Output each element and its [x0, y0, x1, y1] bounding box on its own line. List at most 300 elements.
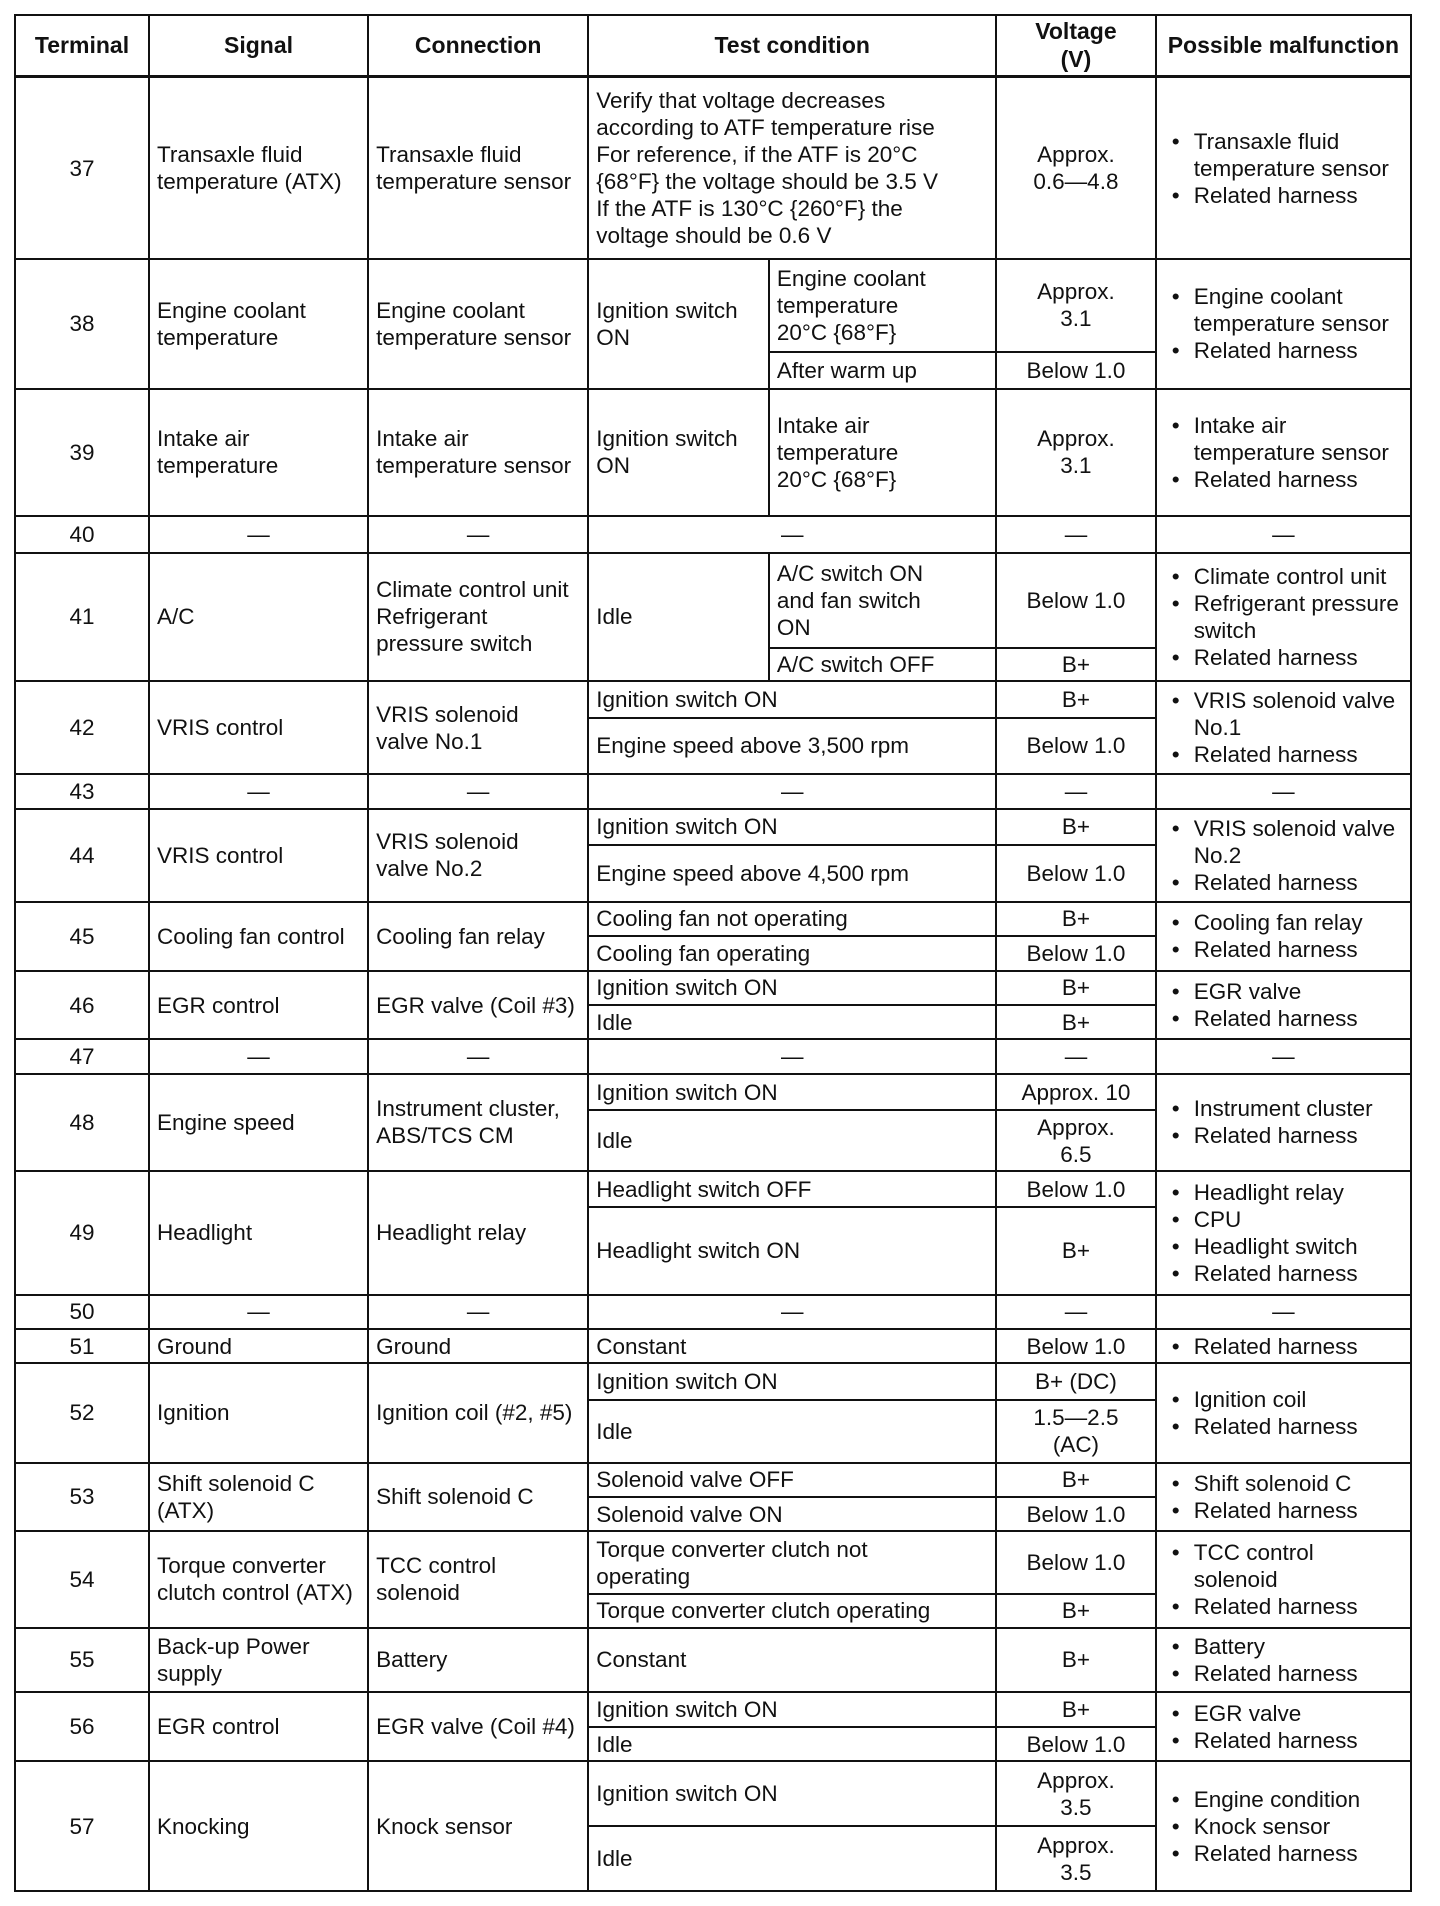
terminal-cell: 41: [15, 553, 149, 682]
connection-cell: Shift solenoid C: [368, 1463, 588, 1532]
table-row: [15, 1628, 1411, 1693]
malfunction-cell: [1156, 1171, 1411, 1295]
header-voltage-line2: (V): [1060, 45, 1092, 72]
malfunction-cell: [1156, 77, 1411, 259]
table-row: [15, 389, 1411, 517]
signal-cell: [149, 389, 368, 517]
malfunction-item: • Related harness: [1164, 1122, 1403, 1149]
terminal-cell: 39: [15, 389, 149, 517]
voltage-cell: [996, 1110, 1156, 1171]
signal-cell: EGR control: [149, 971, 368, 1040]
text-line: TCC control: [376, 1553, 497, 1579]
table-row: [15, 774, 1411, 808]
condition-cell: Engine speed above 3,500 rpm: [588, 718, 996, 775]
text-line: voltage should be 0.6 V: [596, 223, 832, 249]
text-line: Intake air: [776, 412, 870, 438]
malfunction-item: • Ignition coil: [1164, 1386, 1403, 1413]
terminal-cell: 43: [15, 774, 149, 808]
malfunction-cell: [1156, 902, 1411, 971]
voltage-cell: B+: [996, 1463, 1156, 1497]
text-line: ON: [596, 453, 631, 479]
text-line: and fan switch: [776, 587, 921, 613]
text-line: Ignition switch: [596, 297, 738, 323]
malfunction-cell: [1156, 1531, 1411, 1627]
text-line: 20°C {68°F}: [776, 319, 897, 345]
table-row: [15, 1363, 1411, 1399]
voltage-cell: Below 1.0: [996, 1727, 1156, 1761]
malfunction-list: [1164, 1386, 1403, 1440]
text-line: A/C switch ON: [776, 560, 924, 586]
text-line: If the ATF is 130°C {260°F} the: [596, 196, 903, 222]
malfunction-item: • Related harness: [1164, 936, 1403, 963]
voltage-cell: Approx. 10: [996, 1074, 1156, 1110]
text-line: solenoid: [376, 1580, 460, 1606]
malfunction-item: • Climate control unit: [1164, 563, 1403, 590]
terminal-cell: 51: [15, 1329, 149, 1363]
connection-cell: —: [368, 1295, 588, 1329]
terminal-cell: 52: [15, 1363, 149, 1462]
malfunction-item: • Knock sensor: [1164, 1813, 1403, 1840]
terminal-cell: 44: [15, 809, 149, 902]
malfunction-cell: [1156, 1329, 1411, 1363]
voltage-cell: —: [996, 1295, 1156, 1329]
malfunction-item: • Intake air temperature sensor: [1164, 412, 1403, 466]
malfunction-list: [1164, 909, 1403, 963]
text-line: Approx.: [1037, 1767, 1115, 1793]
text-line: Torque converter: [157, 1553, 326, 1579]
text-line: temperature sensor: [376, 324, 572, 350]
table-row: [15, 259, 1411, 352]
table-row: [15, 1074, 1411, 1110]
signal-cell: Headlight: [149, 1171, 368, 1295]
signal-cell: A/C: [149, 553, 368, 682]
header-malfunction: Possible malfunction: [1156, 15, 1411, 77]
text-line: temperature sensor: [376, 169, 572, 195]
malfunction-cell: —: [1156, 516, 1411, 552]
condition-cell: Ignition switch ON: [588, 1692, 996, 1726]
voltage-cell: [996, 1400, 1156, 1463]
condition-cell: Ignition switch ON: [588, 809, 996, 845]
text-line: 3.1: [1060, 453, 1092, 479]
sub-condition-cell: [769, 259, 996, 352]
connection-cell: [368, 77, 588, 259]
malfunction-cell: —: [1156, 1039, 1411, 1073]
condition-cell: Idle: [588, 1826, 996, 1891]
condition-cell: —: [588, 774, 996, 808]
signal-cell: [149, 1463, 368, 1532]
malfunction-cell: —: [1156, 1295, 1411, 1329]
malfunction-item: • Related harness: [1164, 1497, 1403, 1524]
malfunction-cell: [1156, 1363, 1411, 1462]
malfunction-list: [1164, 687, 1403, 768]
text-line: valve No.1: [376, 728, 483, 754]
connection-cell: [368, 1074, 588, 1171]
text-line: Torque converter clutch not: [596, 1536, 868, 1562]
signal-cell: —: [149, 1039, 368, 1073]
malfunction-item: • VRIS solenoid valve No.2: [1164, 815, 1403, 869]
malfunction-item: • Related harness: [1164, 337, 1403, 364]
malfunction-item: • EGR valve: [1164, 1700, 1403, 1727]
text-line: Verify that voltage decreases: [596, 88, 886, 114]
text-line: 3.5: [1060, 1794, 1092, 1820]
connection-cell: —: [368, 516, 588, 552]
text-line: Shift solenoid C: [157, 1470, 315, 1496]
text-line: 0.6—4.8: [1033, 169, 1119, 195]
signal-cell: Ignition: [149, 1363, 368, 1462]
voltage-cell: —: [996, 1039, 1156, 1073]
voltage-cell: Below 1.0: [996, 1497, 1156, 1531]
malfunction-item: • Related harness: [1164, 1005, 1403, 1032]
text-line: Intake air: [376, 426, 469, 452]
text-line: Approx.: [1037, 1832, 1115, 1858]
voltage-cell: Below 1.0: [996, 845, 1156, 902]
terminal-cell: 56: [15, 1692, 149, 1761]
condition-cell: Ignition switch ON: [588, 1363, 996, 1399]
text-line: Refrigerant: [376, 604, 488, 630]
connection-cell: [368, 681, 588, 774]
malfunction-item: • Related harness: [1164, 1840, 1403, 1867]
malfunction-item: • Engine coolant temperature sensor: [1164, 283, 1403, 337]
terminal-cell: 38: [15, 259, 149, 389]
condition-cell: Ignition switch ON: [588, 1074, 996, 1110]
malfunction-cell: —: [1156, 774, 1411, 808]
connection-cell: Ground: [368, 1329, 588, 1363]
signal-cell: [149, 1628, 368, 1693]
signal-cell: —: [149, 1295, 368, 1329]
connection-cell: Knock sensor: [368, 1761, 588, 1891]
connection-cell: [368, 259, 588, 389]
terminal-cell: 42: [15, 681, 149, 774]
sub-condition-cell: After warm up: [769, 352, 996, 388]
condition-cell: —: [588, 1295, 996, 1329]
voltage-cell: B+: [996, 902, 1156, 936]
signal-cell: VRIS control: [149, 681, 368, 774]
text-line: 1.5—2.5: [1033, 1405, 1119, 1431]
malfunction-cell: [1156, 1692, 1411, 1761]
malfunction-item: • Related harness: [1164, 741, 1403, 768]
text-line: Transaxle fluid: [157, 142, 303, 168]
text-line: temperature: [157, 324, 279, 350]
text-line: clutch control (ATX): [157, 1580, 353, 1606]
voltage-cell: Below 1.0: [996, 352, 1156, 388]
text-line: 3.5: [1060, 1859, 1092, 1885]
malfunction-item: • Related harness: [1164, 1333, 1403, 1360]
connection-cell: —: [368, 774, 588, 808]
table-row: [15, 971, 1411, 1005]
text-line: temperature: [776, 292, 899, 318]
malfunction-item: • Headlight switch: [1164, 1233, 1403, 1260]
malfunction-item: • TCC control solenoid: [1164, 1539, 1403, 1593]
terminal-cell: 55: [15, 1628, 149, 1693]
malfunction-item: • Related harness: [1164, 1660, 1403, 1687]
text-line: ON: [776, 614, 811, 640]
terminal-cell: 57: [15, 1761, 149, 1891]
condition-cell: Headlight switch ON: [588, 1207, 996, 1294]
malfunction-list: [1164, 1786, 1403, 1867]
text-line: For reference, if the ATF is 20°C: [596, 142, 918, 168]
signal-cell: [149, 1531, 368, 1627]
text-line: temperature sensor: [376, 453, 572, 479]
malfunction-cell: [1156, 971, 1411, 1040]
voltage-cell: Below 1.0: [996, 1329, 1156, 1363]
voltage-cell: B+: [996, 1692, 1156, 1726]
table-row: [15, 809, 1411, 845]
header-voltage-line1: Voltage: [1035, 18, 1117, 44]
malfunction-item: • Related harness: [1164, 466, 1403, 493]
malfunction-item: • Headlight relay: [1164, 1179, 1403, 1206]
malfunction-item: • Related harness: [1164, 1593, 1403, 1620]
voltage-cell: Below 1.0: [996, 936, 1156, 970]
text-line: temperature (ATX): [157, 169, 342, 195]
voltage-cell: [996, 77, 1156, 259]
malfunction-item: • Related harness: [1164, 1413, 1403, 1440]
text-line: Approx.: [1037, 426, 1115, 452]
table-row: [15, 1463, 1411, 1497]
text-line: 20°C {68°F}: [776, 466, 897, 492]
voltage-cell: Below 1.0: [996, 1171, 1156, 1207]
condition-cell: Idle: [588, 553, 769, 682]
table-row: [15, 1039, 1411, 1073]
table-row: [15, 1295, 1411, 1329]
malfunction-list: [1164, 978, 1403, 1032]
text-line: temperature: [776, 439, 899, 465]
table-row: [15, 681, 1411, 717]
voltage-cell: B+ (DC): [996, 1363, 1156, 1399]
malfunction-item: • Engine condition: [1164, 1786, 1403, 1813]
condition-cell: Idle: [588, 1400, 996, 1463]
terminal-cell: 53: [15, 1463, 149, 1532]
malfunction-item: • Refrigerant pressure switch: [1164, 590, 1403, 644]
connection-cell: Ignition coil (#2, #5): [368, 1363, 588, 1462]
malfunction-item: • Transaxle fluid temperature sensor: [1164, 128, 1403, 182]
malfunction-list: [1164, 1179, 1403, 1287]
connection-cell: Battery: [368, 1628, 588, 1693]
text-line: supply: [157, 1660, 223, 1686]
malfunction-item: • Related harness: [1164, 1260, 1403, 1287]
table-row: [15, 1692, 1411, 1726]
voltage-cell: [996, 1761, 1156, 1826]
voltage-cell: B+: [996, 681, 1156, 717]
text-line: Climate control unit: [376, 577, 569, 603]
malfunction-item: • Related harness: [1164, 869, 1403, 896]
signal-cell: —: [149, 774, 368, 808]
table-row: [15, 1531, 1411, 1594]
malfunction-cell: [1156, 553, 1411, 682]
condition-cell: Solenoid valve ON: [588, 1497, 996, 1531]
text-line: (AC): [1052, 1432, 1100, 1458]
malfunction-list: [1164, 128, 1403, 209]
table-row: [15, 77, 1411, 259]
connection-cell: EGR valve (Coil #4): [368, 1692, 588, 1761]
malfunction-cell: [1156, 389, 1411, 517]
malfunction-list: [1164, 1470, 1403, 1524]
text-line: Intake air: [157, 426, 250, 452]
connection-cell: EGR valve (Coil #3): [368, 971, 588, 1040]
terminal-voltage-table: [14, 14, 1412, 1892]
malfunction-item: • EGR valve: [1164, 978, 1403, 1005]
voltage-cell: [996, 389, 1156, 517]
malfunction-cell: [1156, 259, 1411, 389]
voltage-cell: B+: [996, 1594, 1156, 1627]
text-line: ABS/TCS CM: [376, 1123, 514, 1149]
connection-cell: [368, 1531, 588, 1627]
condition-cell: [588, 259, 769, 389]
condition-cell: Cooling fan not operating: [588, 902, 996, 936]
voltage-cell: B+: [996, 1207, 1156, 1294]
text-line: 6.5: [1060, 1141, 1092, 1167]
connection-cell: —: [368, 1039, 588, 1073]
connection-cell: [368, 553, 588, 682]
voltage-cell: Below 1.0: [996, 718, 1156, 775]
header-voltage: [996, 15, 1156, 77]
signal-cell: EGR control: [149, 1692, 368, 1761]
table-row: [15, 1171, 1411, 1207]
text-line: Transaxle fluid: [376, 142, 522, 168]
condition-cell: Solenoid valve OFF: [588, 1463, 996, 1497]
text-line: Engine coolant: [776, 265, 926, 291]
terminal-cell: 47: [15, 1039, 149, 1073]
table-row: [15, 1761, 1411, 1826]
condition-cell: Idle: [588, 1005, 996, 1039]
header-terminal: Terminal: [15, 15, 149, 77]
condition-cell: —: [588, 516, 996, 552]
terminal-cell: 50: [15, 1295, 149, 1329]
signal-cell: Engine speed: [149, 1074, 368, 1171]
connection-cell: Headlight relay: [368, 1171, 588, 1295]
signal-cell: Knocking: [149, 1761, 368, 1891]
malfunction-item: • Battery: [1164, 1633, 1403, 1660]
malfunction-cell: [1156, 1463, 1411, 1532]
voltage-cell: B+: [996, 809, 1156, 845]
text-line: Back-up Power: [157, 1633, 310, 1659]
text-line: Approx.: [1037, 142, 1115, 168]
malfunction-item: • Shift solenoid C: [1164, 1470, 1403, 1497]
header-connection: Connection: [368, 15, 588, 77]
condition-cell: Engine speed above 4,500 rpm: [588, 845, 996, 902]
text-line: Engine coolant: [376, 297, 525, 323]
malfunction-cell: [1156, 1074, 1411, 1171]
signal-cell: Cooling fan control: [149, 902, 368, 971]
condition-cell: Headlight switch OFF: [588, 1171, 996, 1207]
malfunction-item: • CPU: [1164, 1206, 1403, 1233]
signal-cell: VRIS control: [149, 809, 368, 902]
condition-cell: Ignition switch ON: [588, 971, 996, 1005]
text-line: valve No.2: [376, 856, 483, 882]
text-line: Instrument cluster,: [376, 1096, 560, 1122]
table-row: [15, 1329, 1411, 1363]
terminal-cell: 49: [15, 1171, 149, 1295]
text-line: VRIS solenoid: [376, 829, 519, 855]
header-signal: Signal: [149, 15, 368, 77]
malfunction-list: [1164, 283, 1403, 364]
malfunction-list: [1164, 412, 1403, 493]
text-line: VRIS solenoid: [376, 701, 519, 727]
header-row: [15, 15, 1411, 77]
text-line: {68°F} the voltage should be 3.5 V: [596, 169, 939, 195]
signal-cell: [149, 77, 368, 259]
connection-cell: [368, 389, 588, 517]
text-line: Approx.: [1037, 1114, 1115, 1140]
voltage-cell: B+: [996, 648, 1156, 681]
malfunction-item: • Related harness: [1164, 644, 1403, 671]
signal-cell: Ground: [149, 1329, 368, 1363]
condition-cell: Idle: [588, 1727, 996, 1761]
table-row: [15, 553, 1411, 648]
sub-condition-cell: [769, 389, 996, 517]
connection-cell: [368, 809, 588, 902]
malfunction-cell: [1156, 1761, 1411, 1891]
signal-cell: [149, 259, 368, 389]
condition-cell: [588, 1531, 996, 1594]
table-row: [15, 516, 1411, 552]
malfunction-list: [1164, 563, 1403, 671]
condition-cell: Ignition switch ON: [588, 1761, 996, 1826]
text-line: operating: [596, 1563, 691, 1589]
header-test-condition: Test condition: [588, 15, 996, 77]
malfunction-item: • Related harness: [1164, 182, 1403, 209]
voltage-cell: —: [996, 516, 1156, 552]
condition-cell: [588, 389, 769, 517]
malfunction-cell: [1156, 809, 1411, 902]
voltage-cell: Below 1.0: [996, 1531, 1156, 1594]
text-line: pressure switch: [376, 631, 533, 657]
malfunction-list: [1164, 1333, 1403, 1360]
table-row: [15, 902, 1411, 936]
terminal-cell: 54: [15, 1531, 149, 1627]
condition-cell: Constant: [588, 1329, 996, 1363]
condition-cell: [588, 77, 996, 259]
malfunction-item: • Cooling fan relay: [1164, 909, 1403, 936]
condition-cell: —: [588, 1039, 996, 1073]
text-line: 3.1: [1060, 306, 1092, 332]
text-line: temperature: [157, 453, 279, 479]
condition-cell: Ignition switch ON: [588, 681, 996, 717]
signal-cell: —: [149, 516, 368, 552]
malfunction-item: • Instrument cluster: [1164, 1095, 1403, 1122]
condition-cell: Cooling fan operating: [588, 936, 996, 970]
malfunction-list: [1164, 1095, 1403, 1149]
connection-cell: Cooling fan relay: [368, 902, 588, 971]
terminal-cell: 46: [15, 971, 149, 1040]
condition-cell: Constant: [588, 1628, 996, 1693]
text-line: Approx.: [1037, 279, 1115, 305]
sub-condition-cell: [769, 553, 996, 648]
terminal-cell: 37: [15, 77, 149, 259]
malfunction-cell: [1156, 1628, 1411, 1693]
text-line: (ATX): [157, 1497, 215, 1523]
terminal-cell: 45: [15, 902, 149, 971]
malfunction-list: [1164, 1633, 1403, 1687]
voltage-cell: Below 1.0: [996, 553, 1156, 648]
voltage-cell: B+: [996, 1628, 1156, 1693]
malfunction-item: • VRIS solenoid valve No.1: [1164, 687, 1403, 741]
malfunction-list: [1164, 1539, 1403, 1620]
text-line: ON: [596, 324, 631, 350]
voltage-cell: B+: [996, 1005, 1156, 1039]
voltage-cell: [996, 1826, 1156, 1891]
malfunction-item: • Related harness: [1164, 1727, 1403, 1754]
text-line: Engine coolant: [157, 297, 306, 323]
voltage-cell: —: [996, 774, 1156, 808]
voltage-cell: [996, 259, 1156, 352]
sub-condition-cell: A/C switch OFF: [769, 648, 996, 681]
condition-cell: Torque converter clutch operating: [588, 1594, 996, 1627]
condition-cell: Idle: [588, 1110, 996, 1171]
voltage-cell: B+: [996, 971, 1156, 1005]
text-line: according to ATF temperature rise: [596, 115, 935, 141]
text-line: Ignition switch: [596, 426, 738, 452]
terminal-cell: 48: [15, 1074, 149, 1171]
